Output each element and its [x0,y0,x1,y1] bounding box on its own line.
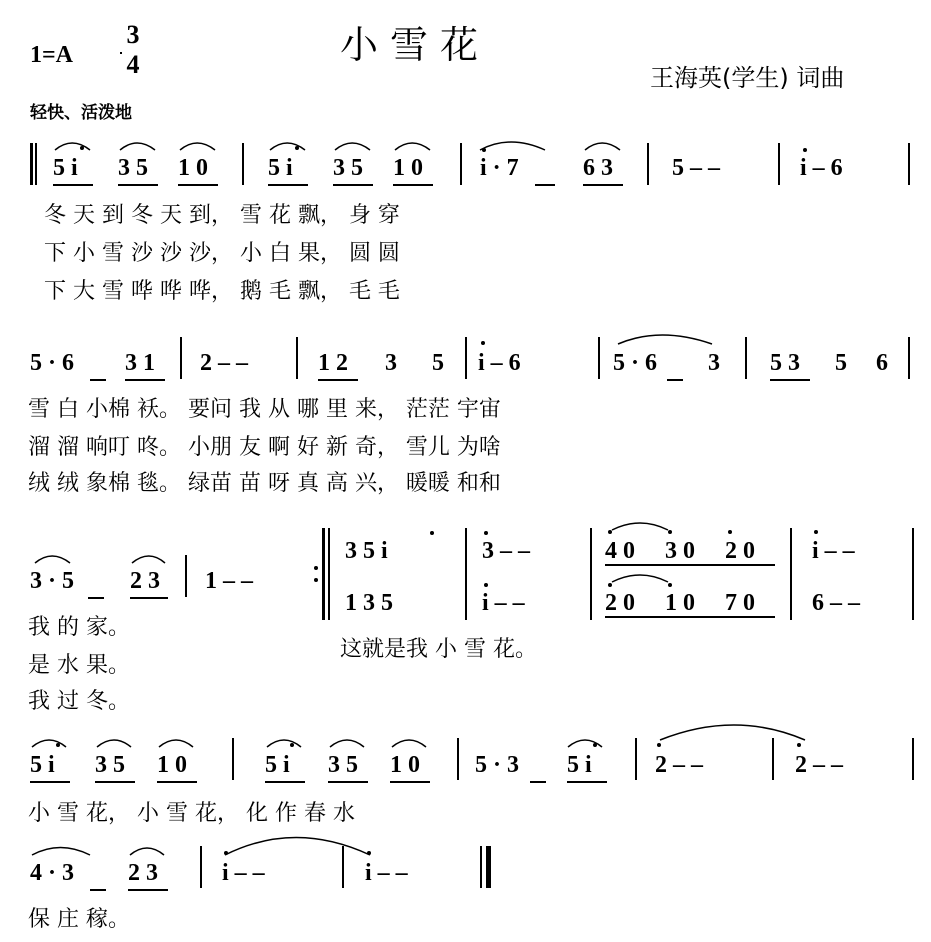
note-group: 3 5 [328,752,358,778]
lyric-verse-3: 我 过 冬。 [28,689,130,714]
note-group: 5 [835,350,847,376]
note-group: 3 5 [95,752,125,778]
note-group: 2 3 [128,860,158,886]
note-group-upper: 3 5 i [345,538,388,564]
note-group: i – – [222,860,265,886]
note-group: 6 [876,350,888,376]
note-group-lower: i – – [482,590,525,616]
note-group: 1 0 [390,752,420,778]
note-group-upper: 4 0 [605,538,635,564]
note-group-lower: 6 – – [812,590,860,616]
note-group-lower: 7 0 [725,590,755,616]
lyric-line: 小 雪 花， 小 雪 花， 化 作 春 水 [28,801,355,826]
lyric-verse-1: 冬 天 到 冬 天 到， 雪 花 飘， 身 穿 [44,203,400,228]
lyric-verse-2: 下 小 雪 沙 沙 沙， 小 白 果， 圆 圆 [44,241,400,266]
note-group: 1 0 [393,155,423,181]
lyric-verse-2: 是 水 果。 [28,653,130,678]
note-group: 1 0 [157,752,187,778]
note-group: 3 5 [118,155,148,181]
note-group: i – 6 [800,155,843,181]
lyric-verse-3: 绒 绒 象棉 毯。 绿苗 苗 呀 真 高 兴， 暖暖 和和 [28,471,501,496]
key-signature: 1=A [30,42,74,68]
lyric-line: 保 庄 稼。 [28,907,130,932]
lyric-verse-3: 下 大 雪 哗 哗 哗， 鹅 毛 飘， 毛 毛 [44,279,400,304]
note-group-upper: 2 0 [725,538,755,564]
note-group-upper: 3 0 [665,538,695,564]
note-group: 5 3 [770,350,800,376]
note-group: 5 · 6 [613,350,658,376]
lyric-verse-2: 溜 溜 响叮 咚。 小朋 友 啊 好 新 奇， 雪儿 为啥 [28,435,501,460]
time-signature-bottom: 4 [126,50,140,79]
note-group-upper: 3 – – [482,538,530,564]
note-group: 5 i [265,752,290,778]
note-group: 5 – – [672,155,720,181]
note-group: 1 0 [178,155,208,181]
note-group: 3 1 [125,350,155,376]
lyric-verse-1: 我 的 家。 [28,615,130,640]
lyric-refrain: 这就是我 小 雪 花。 [340,637,537,662]
note-group-lower: 1 3 5 [345,590,393,616]
note-group: 4 · 3 [30,860,75,886]
note-group: 6 3 [583,155,613,181]
note-group: 2 – – [795,752,843,778]
note-group: i – – [365,860,408,886]
note-group-upper: i – – [812,538,855,564]
song-title: 小雪花 [340,23,491,67]
note-group: 3 · 5 [30,568,75,594]
note-group: 2 – – [200,350,248,376]
note-group: 2 3 [130,568,160,594]
note-group: 5 i [53,155,78,181]
note-group: 1 – – [205,568,253,594]
note-group: 1 2 [318,350,348,376]
note-group: 5 i [30,752,55,778]
note-group: 5 i [268,155,293,181]
lyric-verse-1: 雪 白 小棉 袄。 要问 我 从 哪 里 来， 茫茫 宇宙 [28,397,501,422]
note-group: 3 [708,350,720,376]
note-group: 2 – – [655,752,703,778]
time-signature-top: 3 [126,20,140,49]
note-group: i – 6 [478,350,521,376]
note-group: i · 7 [480,155,519,181]
note-group: 5 · 3 [475,752,520,778]
note-group-lower: 2 0 [605,590,635,616]
note-group: 5 [432,350,444,376]
note-group: 5 i [567,752,592,778]
note-group-lower: 1 0 [665,590,695,616]
song-author: 王海英(学生) 词曲 [650,64,845,92]
note-group: 5 · 6 [30,350,75,376]
tempo-marking: 轻快、活泼地 [30,103,132,123]
note-group: 3 [385,350,397,376]
note-group: 3 5 [333,155,363,181]
